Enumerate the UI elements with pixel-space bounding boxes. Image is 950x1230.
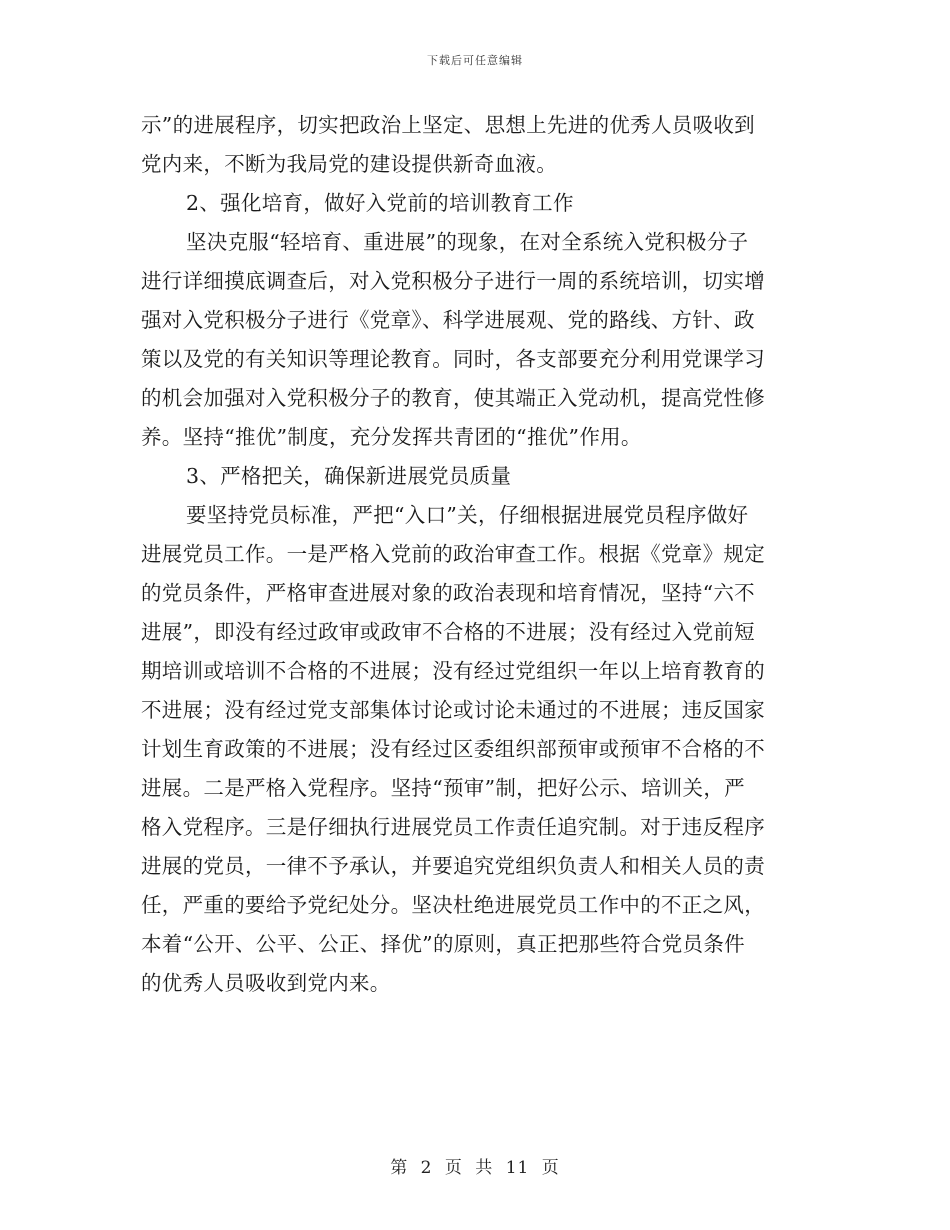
paragraph-line: 坚决克服“轻培育、重进展”的现象，在对全系统入党积极分子 <box>186 230 749 254</box>
document-body <box>141 106 811 1003</box>
paragraph-line: 不进展；没有经过党支部集体讨论或讨论未通过的不进展；违反国家 <box>141 698 765 722</box>
paragraph-line: 强对入党积极分子进行《党章》、科学进展观、党的路线、方针、政 <box>141 308 755 332</box>
paragraph-line: 策以及党的有关知识等理论教育。同时，各支部要充分利用党课学习 <box>141 347 765 371</box>
paragraph-line: 期培训或培训不合格的不进展；没有经过党组织一年以上培育教育的 <box>141 659 765 683</box>
section-heading: 2、强化培育，做好入党前的培训教育工作 <box>186 191 574 215</box>
paragraph-line: 格入党程序。三是仔细执行进展党员工作责任追究制。对于违反程序 <box>141 815 765 839</box>
paragraph-line: 的机会加强对入党积极分子的教育，使其端正入党动机，提高党性修 <box>141 386 765 410</box>
paragraph-line: 进展”，即没有经过政审或政审不合格的不进展；没有经过入党前短 <box>141 620 755 644</box>
paragraph-line: 的优秀人员吸收到党内来。 <box>141 971 391 995</box>
paragraph-line: 任，严重的要给予党纪处分。坚决杜绝进展党员工作中的不正之风， <box>141 893 765 917</box>
paragraph-line: 养。坚持“推优”制度，充分发挥共青团的“推优”作用。 <box>141 425 642 449</box>
paragraph-line: 进展党员工作。一是严格入党前的政治审查工作。根据《党章》规定 <box>141 542 765 566</box>
page-number-footer: 第 2 页 共 11 页 <box>390 1158 560 1178</box>
paragraph-line: 的党员条件，严格审查进展对象的政治表现和培育情况，坚持“六不 <box>141 581 755 605</box>
paragraph-line: 示”的进展程序，切实把政治上坚定、思想上先进的优秀人员吸收到 <box>141 113 755 137</box>
paragraph-line: 进展。二是严格入党程序。坚持“预审”制，把好公示、培训关，严 <box>141 776 745 800</box>
paragraph-line: 本着“公开、公平、公正、择优”的原则，真正把那些符合党员条件 <box>141 932 745 956</box>
paragraph-line: 进展的党员，一律不予承认，并要追究党组织负责人和相关人员的责 <box>141 854 765 878</box>
paragraph-line: 要坚持党员标准，严把“入口”关，仔细根据进展党员程序做好 <box>186 503 749 527</box>
paragraph-line: 党内来，不断为我局党的建设提供新奇血液。 <box>141 152 557 176</box>
paragraph-line: 计划生育政策的不进展；没有经过区委组织部预审或预审不合格的不 <box>141 737 765 761</box>
section-heading: 3、严格把关，确保新进展党员质量 <box>186 464 512 488</box>
header-note: 下载后可任意编辑 <box>427 54 523 67</box>
paragraph-line: 进行详细摸底调查后，对入党积极分子进行一周的系统培训，切实增 <box>141 269 765 293</box>
